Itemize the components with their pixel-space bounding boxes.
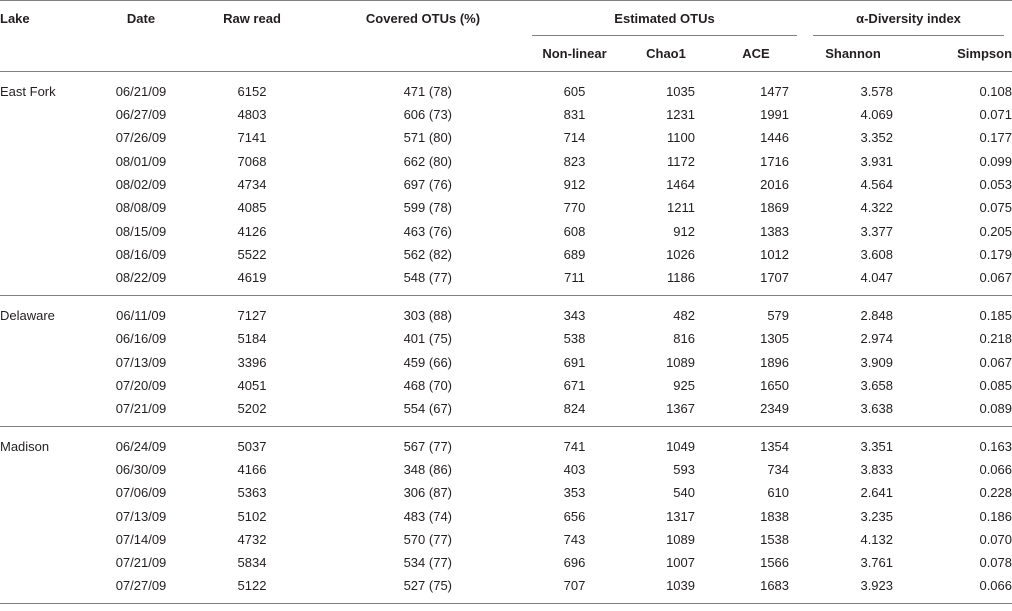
- table-row: [0, 528, 1012, 551]
- cell-lake: [0, 481, 100, 504]
- cell-ace: 2016: [760, 177, 790, 193]
- cell-covered-otus: 527 (75): [403, 578, 452, 594]
- cell-chao1: 593: [673, 462, 695, 478]
- cell-shannon: 3.923: [860, 578, 894, 594]
- cell-covered-otus: 606 (73): [403, 107, 452, 123]
- cell-ace: 1566: [760, 555, 790, 571]
- cell-covered-otus: 306 (87): [403, 485, 452, 501]
- cell-non-linear: 605: [563, 84, 586, 99]
- cell-raw-read: 7141: [237, 130, 267, 146]
- header-date: Date: [126, 11, 156, 26]
- cell-shannon: 4.564: [860, 177, 894, 193]
- cell-ace: 1896: [760, 354, 790, 370]
- cell-covered-otus: 534 (77): [403, 555, 452, 571]
- cell-chao1: 540: [673, 485, 695, 501]
- cell-chao1: 1367: [666, 400, 695, 416]
- cell-raw-read: 5363: [237, 485, 267, 501]
- cell-date: 07/13/09: [115, 354, 167, 370]
- cell-chao1: 912: [673, 223, 695, 239]
- cell-lake: [0, 243, 100, 266]
- table-row: [0, 196, 1012, 219]
- header-non-linear: Non-linear: [542, 46, 607, 61]
- cell-ace: 734: [767, 462, 790, 478]
- cell-shannon: 3.931: [860, 153, 894, 169]
- cell-simpson: 0.099: [979, 153, 1012, 169]
- cell-simpson: 0.071: [979, 107, 1012, 123]
- cell-simpson: 0.066: [979, 462, 1012, 478]
- cell-raw-read: 7068: [237, 153, 267, 169]
- cell-raw-read: 4051: [237, 377, 267, 393]
- cell-non-linear: 671: [563, 377, 586, 393]
- table-row: [0, 481, 1012, 504]
- cell-ace: 1650: [760, 377, 790, 393]
- cell-covered-otus: 548 (77): [403, 270, 452, 286]
- cell-shannon: 2.974: [860, 331, 894, 347]
- table-row: [0, 296, 1012, 328]
- cell-simpson: 0.078: [979, 555, 1012, 571]
- table-row: [0, 551, 1012, 574]
- header-simpson: Simpson: [957, 46, 1012, 61]
- header-estimated-otus: Estimated OTUs: [524, 1, 805, 37]
- cell-lake: [0, 528, 100, 551]
- cell-chao1: 482: [673, 308, 695, 324]
- cell-shannon: 4.069: [860, 107, 894, 123]
- table-row: [0, 266, 1012, 296]
- cell-lake: [0, 150, 100, 173]
- cell-date: 06/24/09: [115, 438, 167, 454]
- cell-raw-read: 5522: [237, 246, 267, 262]
- cell-covered-otus: 303 (88): [403, 308, 452, 324]
- cell-ace: 1012: [760, 246, 790, 262]
- cell-date: 07/06/09: [115, 485, 167, 501]
- table-row: [0, 458, 1012, 481]
- cell-lake: [0, 196, 100, 219]
- cell-ace: 1838: [760, 508, 790, 524]
- cell-raw-read: 5037: [237, 438, 267, 454]
- cell-simpson: 0.085: [979, 377, 1012, 393]
- cell-raw-read: 6152: [237, 84, 267, 99]
- cell-ace: 1869: [760, 200, 790, 216]
- cell-ace: 1683: [760, 578, 790, 594]
- cell-simpson: 0.067: [979, 270, 1012, 286]
- table-row: [0, 126, 1012, 149]
- cell-simpson: 0.075: [979, 200, 1012, 216]
- cell-covered-otus: 463 (76): [403, 223, 452, 239]
- cell-raw-read: 5202: [237, 400, 267, 416]
- cell-chao1: 1089: [666, 532, 695, 547]
- cell-non-linear: 343: [563, 308, 586, 324]
- cell-lake: [0, 574, 100, 604]
- cell-ace: 1446: [760, 130, 790, 146]
- cell-non-linear: 691: [563, 354, 586, 370]
- cell-simpson: 0.089: [979, 400, 1012, 416]
- cell-shannon: 3.608: [860, 246, 894, 262]
- cell-non-linear: 403: [563, 462, 586, 478]
- cell-ace: 1991: [760, 107, 790, 123]
- cell-simpson: 0.163: [979, 438, 1012, 454]
- cell-covered-otus: 468 (70): [403, 377, 452, 393]
- cell-ace: 1716: [760, 153, 790, 169]
- cell-chao1: 1026: [666, 246, 695, 262]
- cell-simpson: 0.066: [979, 578, 1012, 594]
- cell-shannon: 4.132: [860, 532, 894, 547]
- table-row: [0, 243, 1012, 266]
- cell-shannon: 3.235: [860, 508, 894, 524]
- cell-shannon: 3.351: [860, 438, 894, 454]
- cell-lake: [0, 397, 100, 427]
- table-row: [0, 397, 1012, 427]
- cell-date: 06/16/09: [115, 331, 167, 347]
- cell-covered-otus: 459 (66): [403, 354, 452, 370]
- table-row: [0, 505, 1012, 528]
- cell-lake: [0, 103, 100, 126]
- table-row: [0, 72, 1012, 104]
- cell-raw-read: 4619: [237, 270, 267, 286]
- cell-chao1: 1089: [666, 354, 695, 370]
- cell-non-linear: 689: [563, 246, 586, 262]
- cell-chao1: 1464: [666, 177, 695, 193]
- cell-non-linear: 714: [563, 130, 586, 146]
- cell-non-linear: 707: [563, 578, 586, 594]
- header-ace: ACE: [742, 46, 770, 61]
- cell-chao1: 1231: [666, 107, 695, 123]
- cell-non-linear: 741: [563, 438, 586, 454]
- cell-raw-read: 5184: [237, 331, 267, 347]
- cell-lake: [0, 327, 100, 350]
- cell-date: 07/21/09: [115, 400, 167, 416]
- cell-date: 07/20/09: [115, 377, 167, 393]
- cell-chao1: 1211: [667, 200, 695, 216]
- cell-simpson: 0.067: [979, 354, 1012, 370]
- cell-covered-otus: 697 (76): [403, 177, 452, 193]
- cell-raw-read: 5102: [237, 508, 267, 524]
- cell-covered-otus: 483 (74): [403, 508, 452, 524]
- cell-date: 08/15/09: [115, 223, 167, 239]
- cell-covered-otus: 348 (86): [403, 462, 452, 478]
- cell-date: 08/02/09: [115, 177, 167, 193]
- cell-lake: [0, 458, 100, 481]
- cell-covered-otus: 570 (77): [403, 532, 452, 547]
- table-row: [0, 574, 1012, 604]
- cell-covered-otus: 571 (80): [403, 130, 452, 146]
- cell-lake: Delaware: [0, 308, 55, 324]
- cell-lake: [0, 266, 100, 296]
- cell-shannon: 3.833: [860, 462, 894, 478]
- cell-ace: 1354: [760, 438, 790, 454]
- cell-chao1: 1035: [666, 84, 695, 99]
- cell-non-linear: 770: [563, 200, 586, 216]
- cell-ace: 1707: [760, 270, 790, 286]
- cell-simpson: 0.228: [979, 485, 1012, 501]
- cell-lake: [0, 126, 100, 149]
- header-lake: Lake: [0, 11, 30, 26]
- table-row: [0, 219, 1012, 242]
- cell-ace: 1305: [760, 331, 790, 347]
- cell-ace: 1538: [760, 532, 790, 547]
- cell-covered-otus: 599 (78): [403, 200, 452, 216]
- cell-chao1: 1049: [666, 438, 695, 454]
- cell-chao1: 816: [673, 331, 695, 347]
- cell-date: 06/27/09: [115, 107, 167, 123]
- table-row: [0, 173, 1012, 196]
- cell-date: 08/01/09: [115, 153, 167, 169]
- cell-non-linear: 831: [563, 107, 586, 123]
- cell-simpson: 0.070: [979, 532, 1012, 547]
- cell-lake: [0, 505, 100, 528]
- cell-non-linear: 824: [563, 400, 586, 416]
- cell-date: 06/30/09: [115, 462, 167, 478]
- cell-lake: [0, 374, 100, 397]
- cell-non-linear: 743: [563, 532, 586, 547]
- cell-shannon: 2.848: [860, 308, 894, 324]
- header-raw-read: Raw read: [223, 11, 281, 26]
- cell-simpson: 0.108: [979, 84, 1012, 99]
- cell-shannon: 4.322: [860, 200, 894, 216]
- cell-ace: 2349: [760, 400, 790, 416]
- cell-non-linear: 711: [564, 270, 585, 286]
- cell-raw-read: 5834: [237, 555, 267, 571]
- table-row: [0, 426, 1012, 458]
- table-row: [0, 374, 1012, 397]
- table-row: [0, 327, 1012, 350]
- cell-lake: [0, 350, 100, 373]
- cell-chao1: 925: [673, 377, 695, 393]
- cell-simpson: 0.053: [979, 177, 1012, 193]
- cell-lake: Madison: [0, 438, 50, 454]
- cell-non-linear: 538: [563, 331, 586, 347]
- cell-chao1: 1186: [667, 270, 695, 286]
- cell-date: 07/27/09: [115, 578, 167, 594]
- table-row: [0, 103, 1012, 126]
- cell-chao1: 1317: [666, 508, 695, 524]
- cell-lake: [0, 219, 100, 242]
- header-covered-otus: Covered OTUs (%): [365, 11, 481, 26]
- cell-covered-otus: 562 (82): [403, 246, 452, 262]
- table-header: [0, 1, 1012, 72]
- cell-simpson: 0.205: [979, 223, 1012, 239]
- cell-chao1: 1100: [667, 130, 695, 146]
- cell-date: 06/21/09: [115, 84, 167, 99]
- cell-chao1: 1039: [666, 578, 695, 594]
- cell-lake: [0, 173, 100, 196]
- cell-shannon: 3.377: [860, 223, 894, 239]
- cell-date: 07/14/09: [115, 532, 167, 547]
- cell-non-linear: 912: [563, 177, 586, 193]
- cell-shannon: 2.641: [860, 485, 894, 501]
- cell-date: 08/16/09: [115, 246, 167, 262]
- cell-date: 08/22/09: [115, 270, 167, 286]
- cell-chao1: 1007: [666, 555, 695, 571]
- cell-simpson: 0.186: [979, 508, 1012, 524]
- cell-covered-otus: 567 (77): [403, 438, 452, 454]
- cell-ace: 610: [767, 485, 790, 501]
- table-body: [0, 72, 1012, 604]
- cell-raw-read: 4126: [237, 223, 267, 239]
- cell-non-linear: 696: [563, 555, 586, 571]
- cell-raw-read: 4734: [237, 177, 267, 193]
- cell-raw-read: 5122: [237, 578, 267, 594]
- cell-lake: East Fork: [0, 84, 56, 99]
- cell-shannon: 3.761: [860, 555, 894, 571]
- cell-shannon: 3.638: [860, 400, 894, 416]
- cell-covered-otus: 662 (80): [403, 153, 452, 169]
- cell-simpson: 0.177: [979, 130, 1012, 146]
- cell-lake: [0, 551, 100, 574]
- cell-ace: 579: [767, 308, 790, 324]
- cell-date: 07/13/09: [115, 508, 167, 524]
- cell-date: 07/21/09: [115, 555, 167, 571]
- header-shannon: Shannon: [825, 46, 881, 61]
- header-chao1: Chao1: [646, 46, 686, 61]
- cell-shannon: 3.352: [860, 130, 894, 146]
- cell-covered-otus: 401 (75): [403, 331, 452, 347]
- cell-non-linear: 608: [563, 223, 586, 239]
- cell-date: 07/26/09: [115, 130, 167, 146]
- table-row: [0, 150, 1012, 173]
- cell-simpson: 0.218: [979, 331, 1012, 347]
- cell-covered-otus: 471 (78): [403, 84, 452, 99]
- cell-raw-read: 4732: [237, 532, 267, 547]
- cell-shannon: 3.909: [860, 354, 894, 370]
- cell-raw-read: 4166: [237, 462, 267, 478]
- cell-ace: 1383: [760, 223, 790, 239]
- cell-shannon: 3.658: [860, 377, 894, 393]
- table-row: [0, 350, 1012, 373]
- cell-covered-otus: 554 (67): [403, 400, 452, 416]
- cell-raw-read: 4085: [237, 200, 267, 216]
- cell-date: 06/11/09: [116, 308, 166, 324]
- cell-shannon: 4.047: [860, 270, 894, 286]
- cell-ace: 1477: [760, 84, 790, 99]
- cell-raw-read: 4803: [237, 107, 267, 123]
- cell-raw-read: 7127: [237, 308, 267, 324]
- cell-non-linear: 353: [563, 485, 586, 501]
- cell-chao1: 1172: [667, 153, 695, 169]
- cell-simpson: 0.179: [979, 246, 1012, 262]
- cell-shannon: 3.578: [860, 84, 894, 99]
- cell-non-linear: 656: [563, 508, 586, 524]
- cell-non-linear: 823: [563, 153, 586, 169]
- cell-date: 08/08/09: [115, 200, 167, 216]
- cell-simpson: 0.185: [979, 308, 1012, 324]
- cell-raw-read: 3396: [237, 354, 267, 370]
- header-diversity-index: α-Diversity index: [805, 1, 1012, 37]
